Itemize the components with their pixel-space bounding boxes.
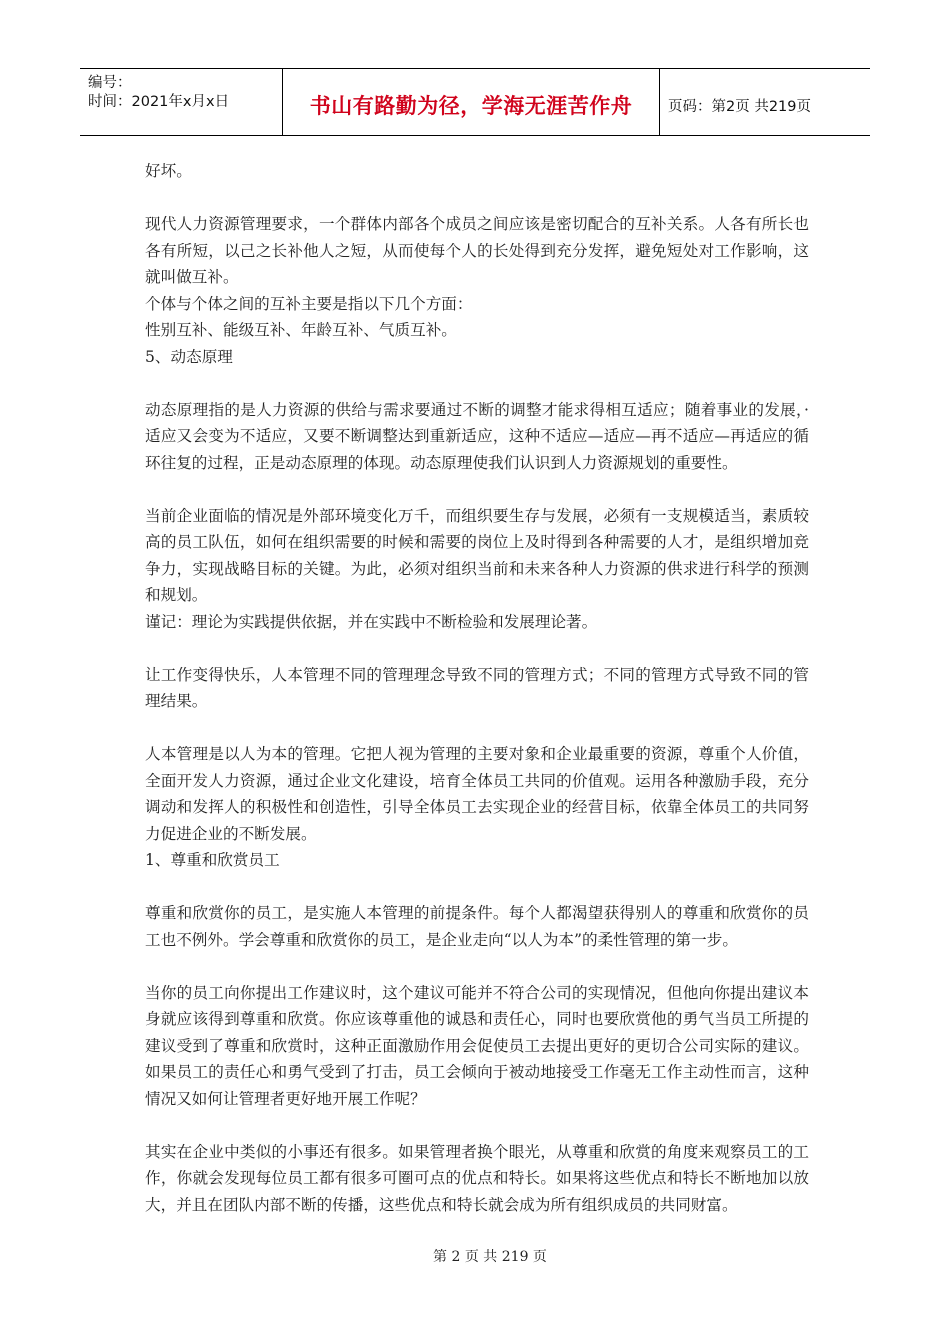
header-meta xyxy=(80,69,283,135)
blank-line xyxy=(145,370,809,397)
paragraph: 现代人力资源管理要求，一个群体内部各个成员之间应该是密切配合的互补关系。人各有所长也各有所短，以己之长补他人之短，从而使每个人的长处得到充分发挥，避免短处对工作影响，这就叫做互补。 xyxy=(145,215,809,286)
date-label: 时间：2021年x月x日 xyxy=(88,94,230,110)
paragraph: 当你的员工向你提出工作建议时，这个建议可能并不符合公司的实现情况，但他向你提出建议本身就应该得到尊重和欣赏。你应该尊重他的诚恳和责任心，同时也要欣赏他的勇气当员工所提的建议受到了尊重和欣赏时，这种正面激励作用会促使员工去提出更好的更切合公司实际的建议。如果员工的责任心和勇气受到了打击，员工会倾向于被动地接受工作毫无工作主动性而言，这种情况又如何让管理者更好地开展工作呢？ xyxy=(145,983,809,1108)
motto-text: 书山有路勤为径，学海无涯苦作舟 xyxy=(309,94,633,118)
page-header xyxy=(80,68,870,136)
paragraph: 性别互补、能级互补、年龄互补、气质互补。 xyxy=(145,321,457,339)
blank-line xyxy=(145,476,809,503)
paragraph: 好坏。 xyxy=(145,162,192,180)
paragraph: 个体与个体之间的互补主要是指以下几个方面： xyxy=(145,294,473,313)
blank-line xyxy=(145,635,809,662)
page-info: 页码：第2页 共219页 xyxy=(668,98,812,115)
document-body xyxy=(145,158,809,1218)
section-heading: 5、动态原理 xyxy=(145,347,233,366)
paragraph: 其实在企业中类似的小事还有很多。如果管理者换个眼光，从尊重和欣赏的角度来观察员工的工作，你就会发现每位员工都有很多可圈可点的优点和特长。如果将这些优点和特长不断地加以放大，并且在团队内部不断的传播，这些优点和特长就会成为所有组织成员的共同财富。 xyxy=(145,1142,809,1214)
paragraph: 让工作变得快乐，人本管理不同的管理理念导致不同的管理方式；不同的管理方式导致不同的管理结果。 xyxy=(145,665,809,710)
paragraph: 当前企业面临的情况是外部环境变化万千，而组织要生存与发展，必须有一支规模适当，素质较高的员工队伍，如何在组织需要的时候和需要的岗位上及时得到各种需要的人才，是组织增加竞争力，实现战略目标的关键。为此，必须对组织当前和未来各种人力资源的供求进行科学的预测和规划。 xyxy=(145,506,809,604)
page-footer xyxy=(0,1246,950,1266)
blank-line xyxy=(145,874,809,901)
blank-line xyxy=(145,715,809,742)
paragraph: 动态原理指的是人力资源的供给与需求要通过不断的调整才能求得相互适应；随着事业的发展，·适应又会变为不适应，又要不断调整达到重新适应，这种不适应—适应—再不适应—再适应的循环往复的过程，正是动态原理的体现。动态原理使我们认识到人力资源规划的重要性。 xyxy=(145,400,809,472)
paragraph: 人本管理是以人为本的管理。它把人视为管理的主要对象和企业最重要的资源，尊重个人价值，全面开发人力资源，通过企业文化建设，培育全体员工共同的价值观。运用各种激励手段，充分调动和发挥人的积极性和创造性，引导全体员工去实现企业的经营目标，依靠全体员工的共同努力促进企业的不断发展。 xyxy=(145,745,809,843)
paragraph: 谨记：理论为实践提供依据，并在实践中不断检验和发展理论著。 xyxy=(145,612,598,631)
footer-page-number: 第 2 页 共 219 页 xyxy=(433,1249,547,1265)
header-page-info-cell xyxy=(660,69,870,135)
paragraph: 尊重和欣赏你的员工，是实施人本管理的前提条件。每个人都渴望获得别人的尊重和欣赏你的员工也不例外。学会尊重和欣赏你的员工，是企业走向“以人为本”的柔性管理的第一步。 xyxy=(145,904,809,949)
blank-line xyxy=(145,1112,809,1139)
header-motto-cell xyxy=(283,69,660,135)
section-heading: 1、尊重和欣赏员工 xyxy=(145,851,280,869)
serial-number-label: 编号： xyxy=(88,75,132,91)
blank-line xyxy=(145,185,809,212)
blank-line xyxy=(145,953,809,980)
